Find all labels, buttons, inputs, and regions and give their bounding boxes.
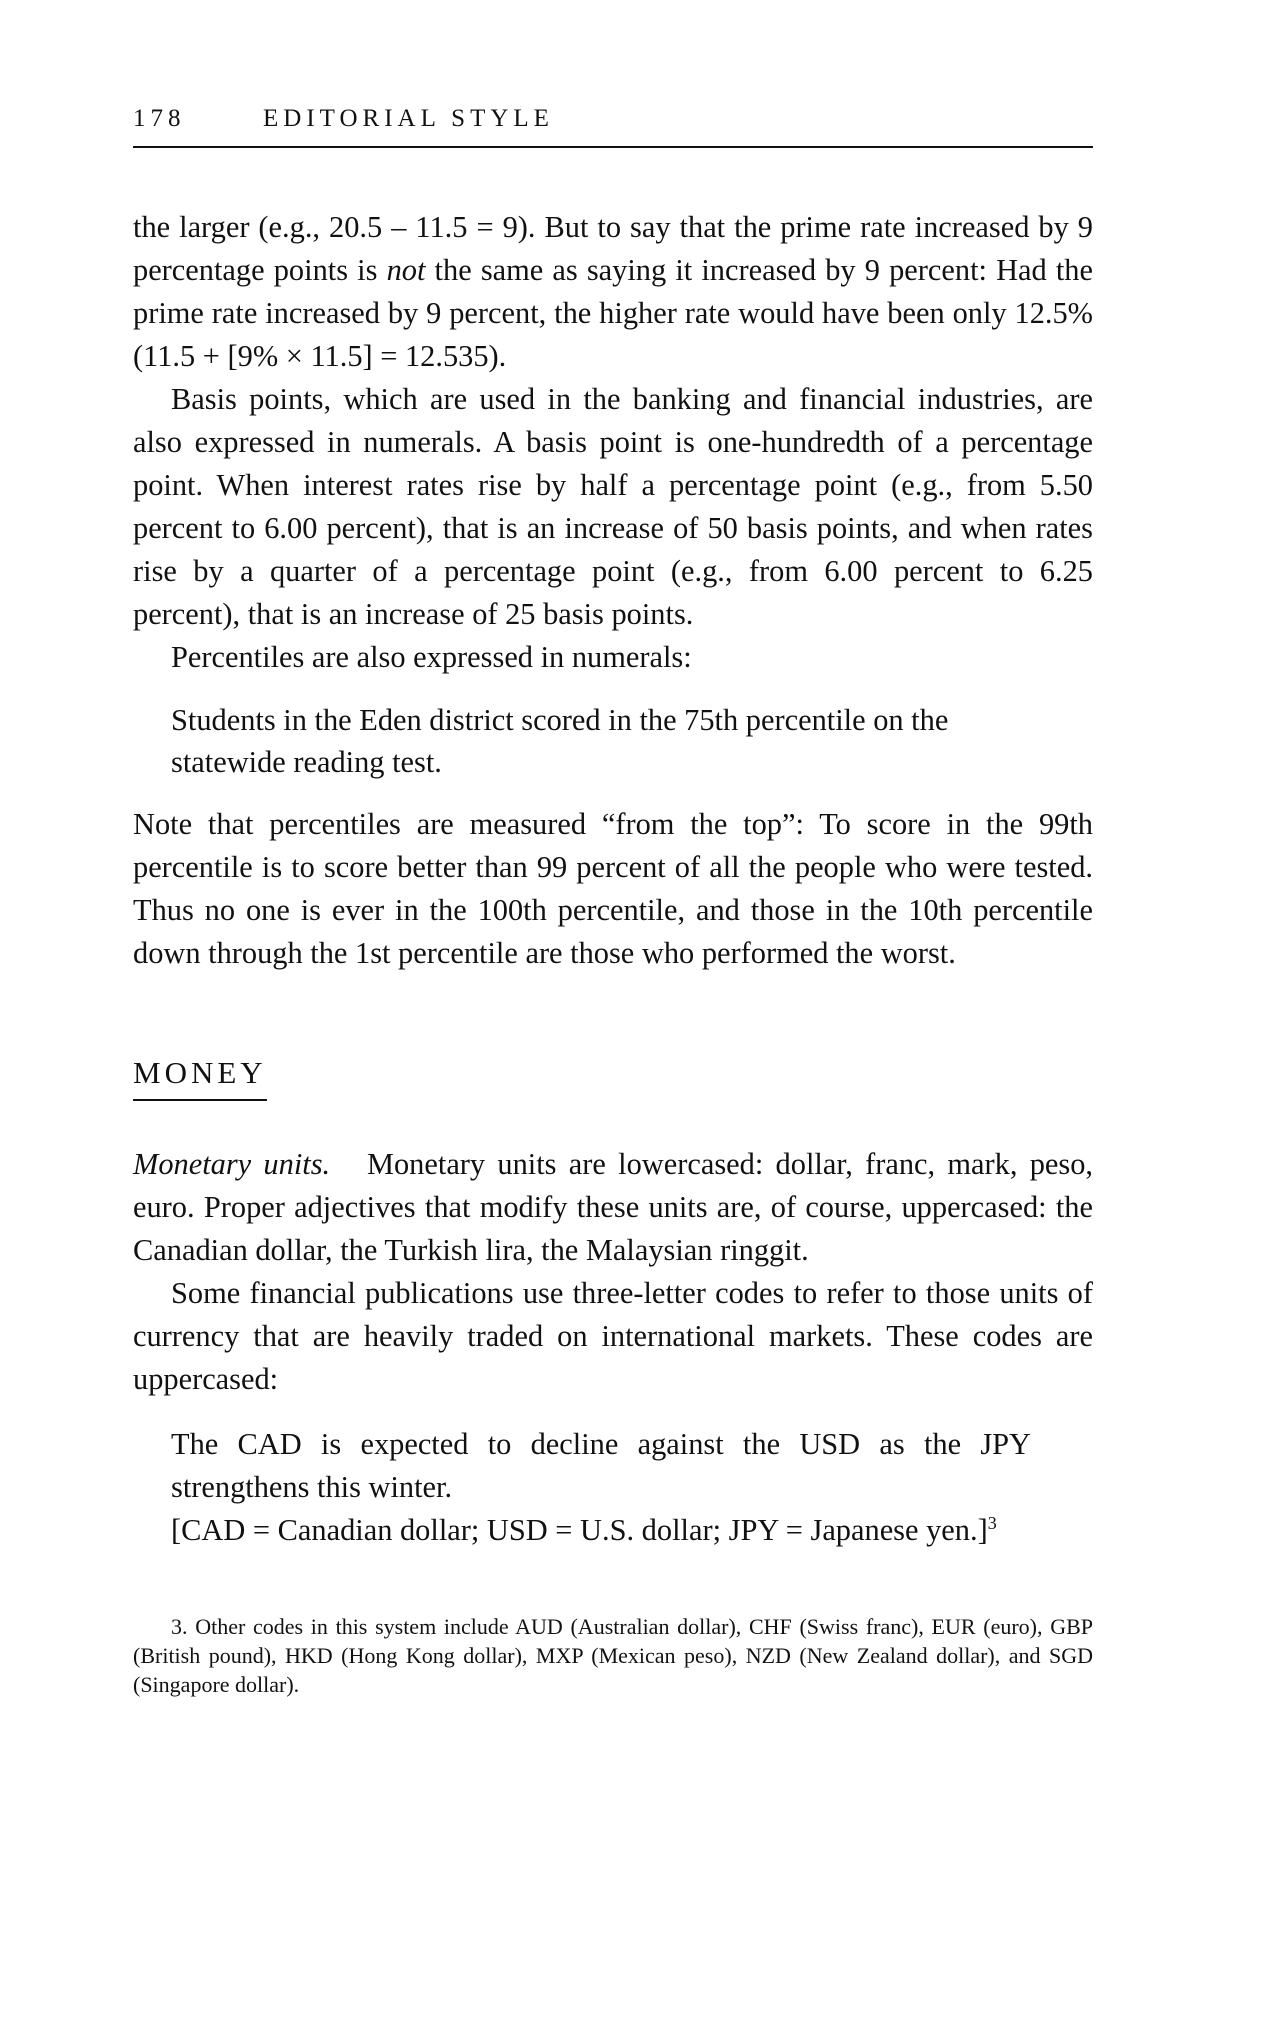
book-page — [133, 104, 1093, 1699]
money-section — [133, 1143, 1093, 1552]
running-title: EDITORIAL STYLE — [263, 105, 554, 132]
footnote-text: Other codes in this system include AUD (Australian dollar), CHF (Swiss franc), EUR (euro), GBP (British pound), HKD (Hong Kong dollar), MXP (Mexican peso), NZD (New Zealand dollar), and SGD (Singapore dollar). — [133, 1614, 1093, 1697]
paragraph-monetary-units — [133, 1143, 1093, 1272]
page-number: 178 — [133, 105, 186, 132]
footnote — [133, 1612, 1093, 1699]
emphasis-text: not — [386, 253, 426, 287]
running-head — [133, 104, 1093, 148]
paragraph-text: the larger (e.g., 20.5 – 11.5 = 9). But to say that the prime rate increased by 9 percentage points is — [133, 210, 1093, 287]
footnote-number: 3. — [171, 1614, 188, 1639]
paragraph-text: Monetary units are lowercased: dollar, franc, mark, peso, euro. Proper adjectives that modify these units are, of course, uppercased: the Canadian dollar, the Turkish lira, the Malaysian ringgit. — [133, 1147, 1093, 1267]
block-quote-currency — [171, 1423, 1031, 1552]
section-heading-money: MONEY — [133, 1053, 267, 1101]
body-text — [133, 206, 1093, 1699]
run-in-heading: Monetary units. — [133, 1147, 331, 1181]
footnote-reference[interactable]: 3 — [987, 1512, 997, 1533]
paragraph-percentiles-intro: Percentiles are also expressed in numerals: — [171, 640, 692, 674]
paragraph-text: the same as saying it increased by 9 percent: Had the prime rate increased by 9 percent, the higher rate would have been only 12.5% (11.5 + [9% × 11.5] = 12.535). — [133, 253, 1093, 373]
quote-line: The CAD is expected to decline against the USD as the JPY strengthens this winter. — [171, 1427, 1031, 1504]
quote-line — [171, 1509, 1031, 1552]
paragraph-prime-rate — [133, 206, 1093, 378]
quote-text: [CAD = Canadian dollar; USD = U.S. dollar; JPY = Japanese yen.] — [171, 1513, 988, 1547]
paragraph-basis-points: Basis points, which are used in the banking and financial industries, are also expressed in numerals. A basis point is one-hundredth of a percentage point. When interest rates rise by half a percentage point (e.g., from 5.50 percent to 6.00 percent), that is an increase of 50 basis points, and when rates rise by a quarter of a percentage point (e.g., from 6.00 percent to 6.25 percent), that is an increase of 25 basis points. — [133, 382, 1093, 631]
paragraph-percentiles-note: Note that percentiles are measured “from the top”: To score in the 99th percentile is to score better than 99 percent of all the people who were tested. Thus no one is ever in the 100th percentile, and those in the 10th percentile down through the 1st percentile are those who performed the worst. — [133, 807, 1093, 970]
paragraph-currency-codes: Some financial publications use three-letter codes to refer to those units of currency that are heavily traded on international markets. These codes are uppercased: — [133, 1276, 1093, 1396]
quote-text: Students in the Eden district scored in the 75th percentile on the statewide reading test. — [171, 703, 949, 779]
block-quote-example — [171, 699, 1031, 783]
